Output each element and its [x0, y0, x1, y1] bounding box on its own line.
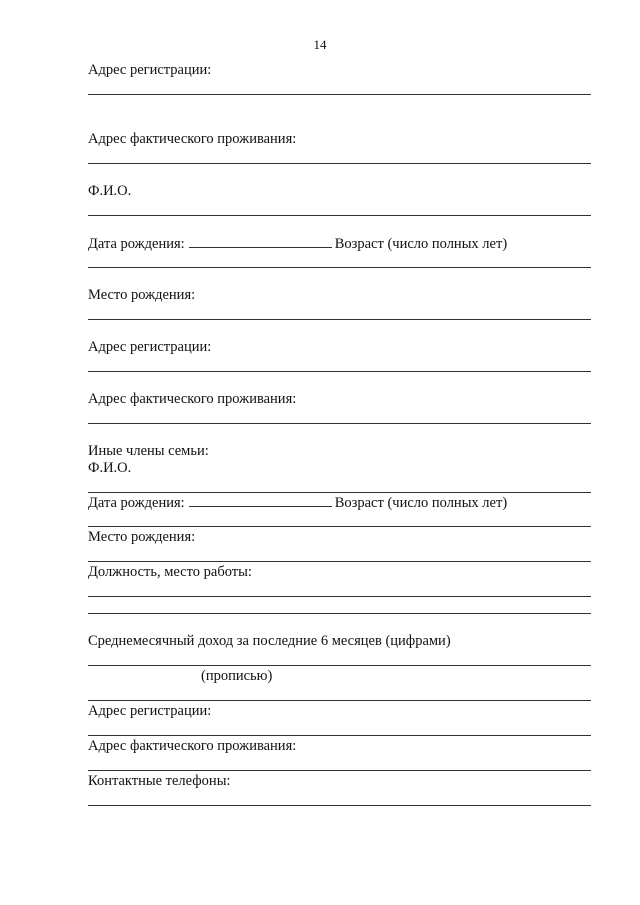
birth-date-label: Дата рождения: — [88, 236, 185, 252]
page-number: 14 — [313, 37, 327, 52]
position-line-1[interactable] — [88, 596, 591, 597]
actual-address-label-2: Адрес фактического проживания: — [88, 391, 297, 407]
actual-address-label: Адрес фактического проживания: — [88, 131, 297, 147]
actual-address-line[interactable] — [88, 163, 591, 164]
birth-date-row — [88, 235, 507, 253]
reg-address-line[interactable] — [88, 94, 591, 95]
in-words-label: (прописью) — [201, 668, 273, 684]
birth-place-label-2: Место рождения: — [88, 529, 196, 545]
fio-label-2: Ф.И.О. — [88, 460, 132, 476]
in-words-line[interactable] — [88, 700, 591, 701]
actual-address-line-2[interactable] — [88, 423, 591, 424]
birth-date-row-2 — [88, 494, 507, 512]
phones-line[interactable] — [88, 805, 591, 806]
reg-address-line-3[interactable] — [88, 735, 591, 736]
fio-line-2[interactable] — [88, 492, 591, 493]
reg-address-label-3: Адрес регистрации: — [88, 703, 212, 719]
other-members-label: Иные члены семьи: — [88, 443, 209, 459]
reg-address-label-2: Адрес регистрации: — [88, 339, 212, 355]
fio-label: Ф.И.О. — [88, 183, 132, 199]
birth-date-line[interactable] — [88, 267, 591, 268]
birth-place-label: Место рождения: — [88, 287, 196, 303]
actual-address-line-3[interactable] — [88, 770, 591, 771]
income-label: Среднемесячный доход за последние 6 месяцев (цифрами) — [88, 633, 451, 649]
position-line-2[interactable] — [88, 613, 591, 614]
age-label: Возраст (число полных лет) — [334, 236, 508, 252]
position-label: Должность, место работы: — [88, 564, 252, 580]
phones-label: Контактные телефоны: — [88, 773, 231, 789]
fio-line[interactable] — [88, 215, 591, 216]
birth-place-line[interactable] — [88, 319, 591, 320]
reg-address-label: Адрес регистрации: — [88, 62, 212, 78]
actual-address-label-3: Адрес фактического проживания: — [88, 738, 297, 754]
income-line[interactable] — [88, 665, 591, 666]
birth-place-line-2[interactable] — [88, 561, 591, 562]
birth-date-blank-2[interactable] — [189, 494, 332, 507]
age-label-2: Возраст (число полных лет) — [334, 495, 508, 511]
birth-date-line-2[interactable] — [88, 526, 591, 527]
birth-date-blank[interactable] — [189, 235, 332, 248]
reg-address-line-2[interactable] — [88, 371, 591, 372]
birth-date-label-2: Дата рождения: — [88, 495, 185, 511]
